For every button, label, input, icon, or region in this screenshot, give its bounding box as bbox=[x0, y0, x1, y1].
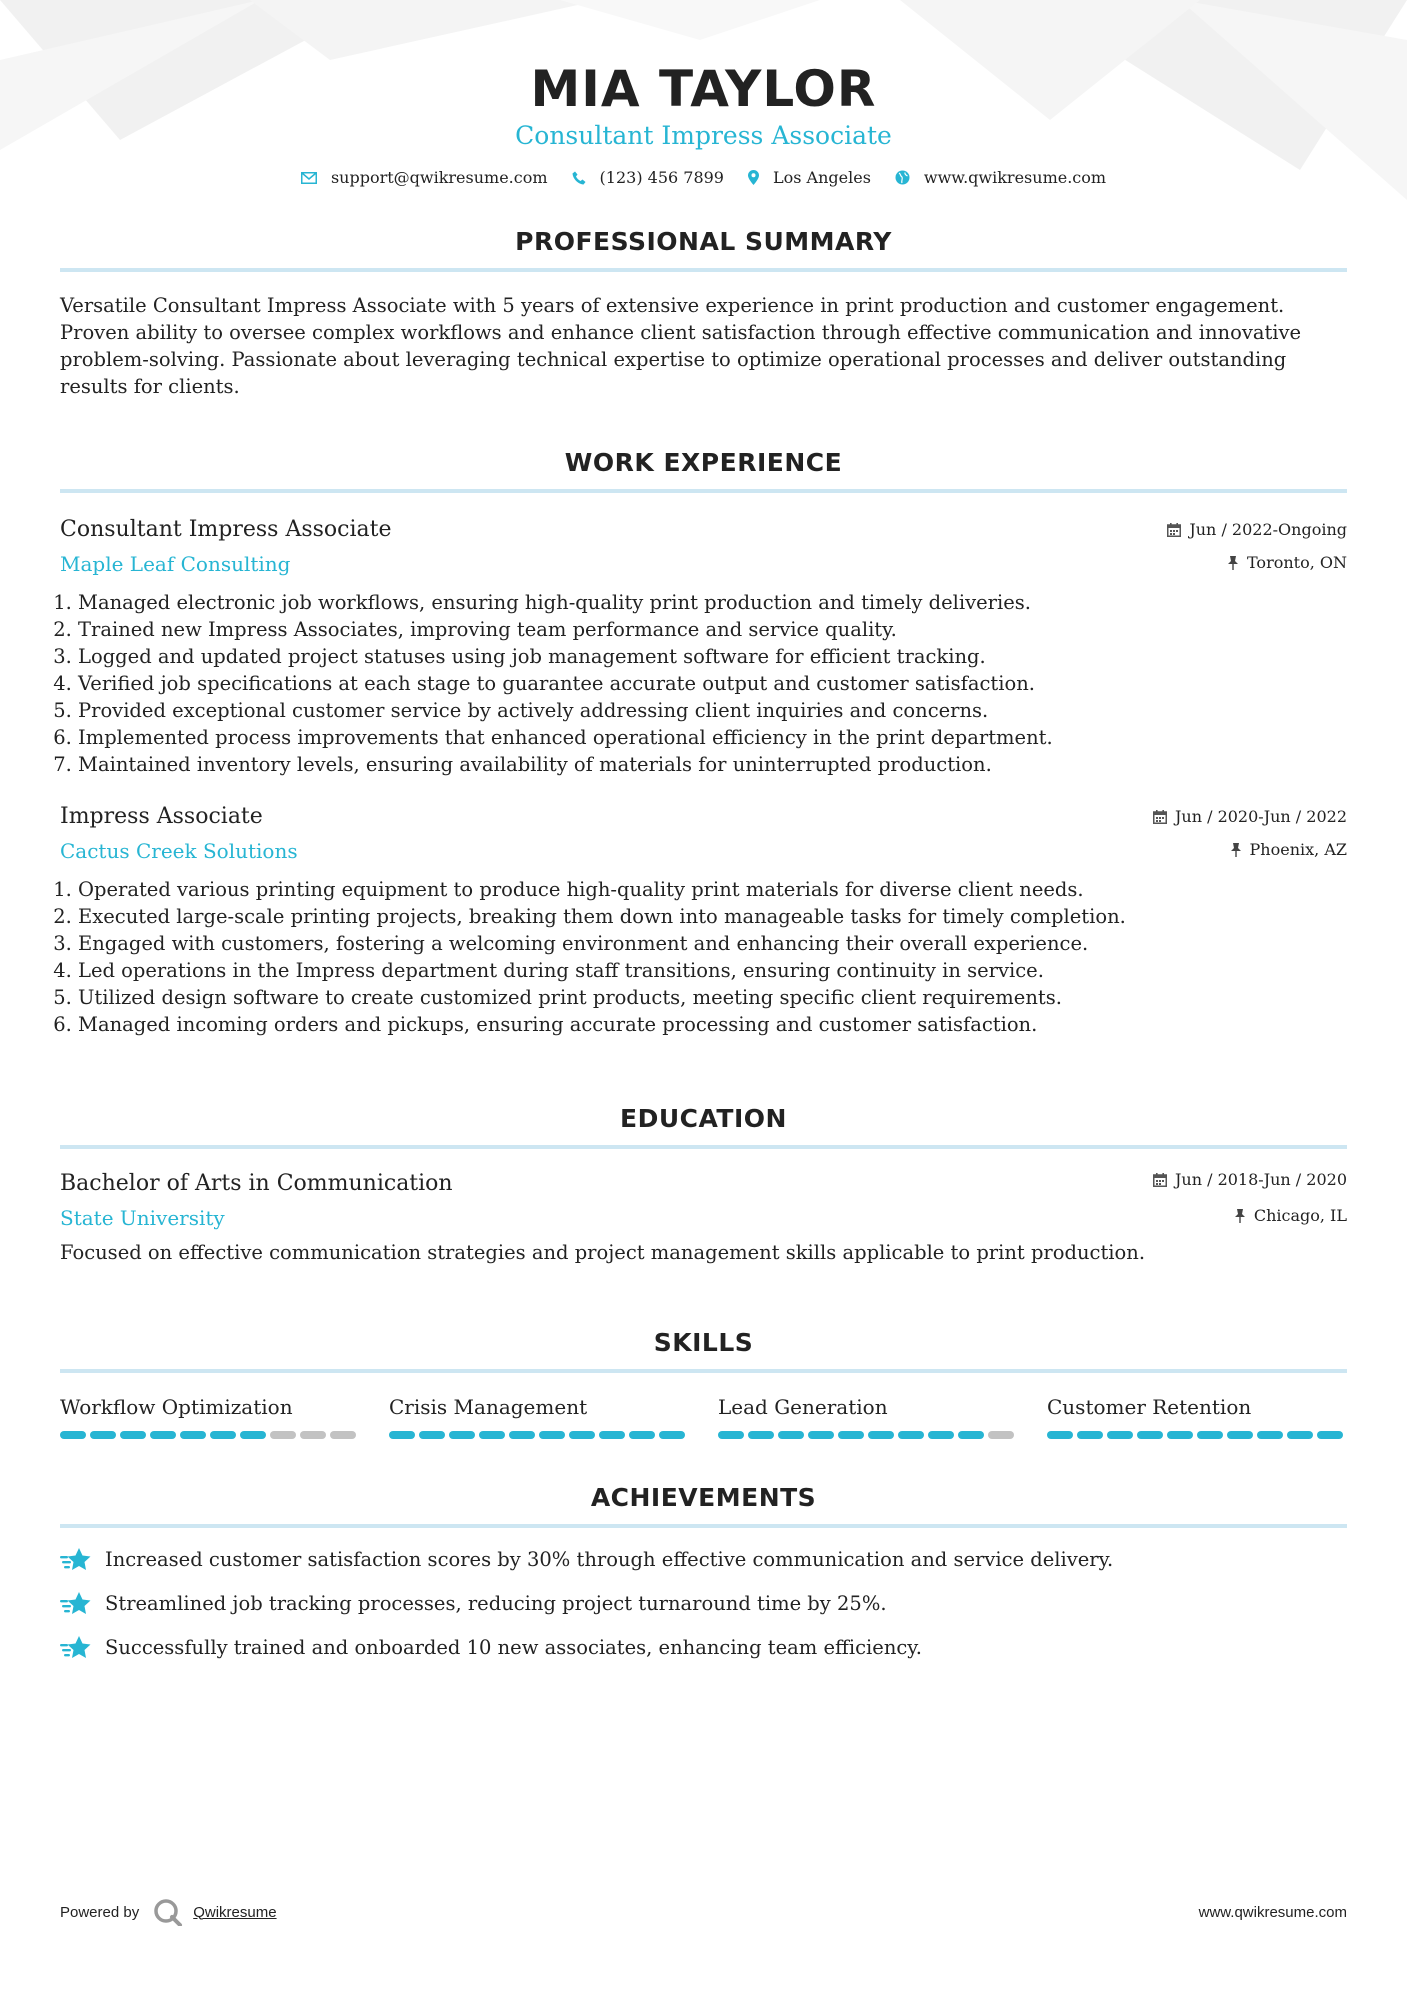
skill-name: Crisis Management bbox=[389, 1395, 588, 1419]
skill-level-segment bbox=[120, 1431, 146, 1439]
job-dates: Jun / 2020-Jun / 2022 bbox=[1174, 807, 1347, 826]
summary-heading: PROFESSIONAL SUMMARY bbox=[60, 227, 1347, 272]
calendar-icon bbox=[1167, 523, 1181, 537]
skill-level-segment bbox=[1137, 1431, 1163, 1439]
website-text: www.qwikresume.com bbox=[923, 168, 1107, 187]
skill-item bbox=[1047, 1393, 1347, 1439]
skill-level-segment bbox=[1047, 1431, 1073, 1439]
phone-text: (123) 456 7899 bbox=[599, 168, 724, 187]
candidate-title: Consultant Impress Associate bbox=[515, 121, 892, 150]
skill-level-bar bbox=[1047, 1431, 1347, 1439]
map-pin-icon bbox=[748, 170, 759, 185]
skill-level-segment bbox=[898, 1431, 924, 1439]
skill-level-segment bbox=[1077, 1431, 1103, 1439]
skill-level-segment bbox=[479, 1431, 505, 1439]
skill-level-segment bbox=[1197, 1431, 1223, 1439]
skill-level-segment bbox=[270, 1431, 296, 1439]
location-text: Los Angeles bbox=[772, 168, 871, 187]
skill-level-segment bbox=[389, 1431, 415, 1439]
list-item: 1. Operated various printing equipment to produce high-quality print materials for diverse client needs. bbox=[78, 876, 1347, 903]
contact-location bbox=[748, 168, 871, 187]
phone-icon bbox=[572, 171, 586, 185]
skill-level-segment bbox=[60, 1431, 86, 1439]
pushpin-icon bbox=[1227, 556, 1239, 570]
skill-level-segment bbox=[569, 1431, 595, 1439]
skill-level-segment bbox=[838, 1431, 864, 1439]
achievements-heading: ACHIEVEMENTS bbox=[60, 1483, 1347, 1528]
achievement-item bbox=[60, 1590, 1347, 1617]
job-bullets bbox=[60, 876, 1347, 1038]
skill-level-segment bbox=[1167, 1431, 1193, 1439]
page-footer bbox=[60, 1898, 1347, 1926]
skills-heading: SKILLS bbox=[60, 1328, 1347, 1373]
list-item: 5. Utilized design software to create customized print products, meeting specific client requirements. bbox=[78, 984, 1347, 1011]
skill-level-segment bbox=[778, 1431, 804, 1439]
job-company: Maple Leaf Consulting bbox=[60, 552, 291, 576]
education-heading: EDUCATION bbox=[60, 1104, 1347, 1149]
experience-heading: WORK EXPERIENCE bbox=[60, 448, 1347, 493]
skill-name: Lead Generation bbox=[718, 1395, 888, 1419]
qwikresume-logo-icon bbox=[153, 1898, 183, 1926]
education-location: Chicago, IL bbox=[1253, 1206, 1347, 1225]
skill-level-segment bbox=[748, 1431, 774, 1439]
pushpin-icon bbox=[1234, 1209, 1246, 1223]
contact-website[interactable] bbox=[895, 168, 1106, 187]
achievements-section bbox=[60, 1483, 1347, 1661]
envelope-icon bbox=[301, 172, 317, 184]
skill-level-segment bbox=[599, 1431, 625, 1439]
calendar-icon bbox=[1153, 810, 1167, 824]
education-entry bbox=[60, 1169, 1347, 1266]
job-entry bbox=[60, 515, 1347, 778]
skill-level-segment bbox=[629, 1431, 655, 1439]
list-item: 1. Managed electronic job workflows, ensuring high-quality print production and timely deliveries. bbox=[78, 589, 1347, 616]
skill-level-segment bbox=[659, 1431, 685, 1439]
shooting-star-icon bbox=[60, 1591, 93, 1617]
list-item: 6. Implemented process improvements that enhanced operational efficiency in the print department. bbox=[78, 724, 1347, 751]
skill-level-segment bbox=[718, 1431, 744, 1439]
skill-level-segment bbox=[1107, 1431, 1133, 1439]
job-bullets bbox=[60, 589, 1347, 778]
resume-header bbox=[60, 0, 1347, 187]
skill-level-bar bbox=[718, 1431, 1018, 1439]
skill-level-segment bbox=[180, 1431, 206, 1439]
skill-level-bar bbox=[60, 1431, 360, 1439]
contact-phone[interactable] bbox=[572, 168, 724, 187]
skill-level-segment bbox=[240, 1431, 266, 1439]
candidate-name: MIA TAYLOR bbox=[530, 60, 877, 118]
job-company: Cactus Creek Solutions bbox=[60, 839, 298, 863]
list-item: 3. Logged and updated project statuses using job management software for efficient tracking. bbox=[78, 643, 1347, 670]
skill-level-bar bbox=[389, 1431, 689, 1439]
calendar-icon bbox=[1153, 1173, 1167, 1187]
skill-level-segment bbox=[868, 1431, 894, 1439]
skill-level-segment bbox=[509, 1431, 535, 1439]
skill-level-segment bbox=[988, 1431, 1014, 1439]
skill-name: Workflow Optimization bbox=[60, 1395, 293, 1419]
skill-level-segment bbox=[90, 1431, 116, 1439]
experience-section bbox=[60, 448, 1347, 1038]
skill-item bbox=[718, 1393, 1018, 1439]
skill-level-segment bbox=[150, 1431, 176, 1439]
education-dates: Jun / 2018-Jun / 2020 bbox=[1174, 1170, 1347, 1189]
skill-level-segment bbox=[419, 1431, 445, 1439]
summary-text: Versatile Consultant Impress Associate with 5 years of extensive experience in print production and customer engagement. Proven ability to oversee complex workflows and enhance client satisfaction through effective communication and innovative problem-solving. Passionate about leveraging technical expertise to optimize operational processes and deliver outstanding results for clients. bbox=[60, 294, 1302, 398]
achievement-item bbox=[60, 1634, 1347, 1661]
contact-bar bbox=[60, 168, 1347, 187]
skill-level-segment bbox=[958, 1431, 984, 1439]
skill-name: Customer Retention bbox=[1047, 1395, 1252, 1419]
job-location: Toronto, ON bbox=[1247, 553, 1347, 572]
skill-level-segment bbox=[539, 1431, 565, 1439]
skill-item bbox=[389, 1393, 689, 1439]
list-item: 7. Maintained inventory levels, ensuring availability of materials for uninterrupted production. bbox=[78, 751, 1347, 778]
job-title: Impress Associate bbox=[60, 804, 263, 829]
skill-level-segment bbox=[300, 1431, 326, 1439]
shooting-star-icon bbox=[60, 1635, 93, 1661]
skill-level-segment bbox=[1257, 1431, 1283, 1439]
school-name: State University bbox=[60, 1206, 225, 1230]
skill-level-segment bbox=[928, 1431, 954, 1439]
degree-title: Bachelor of Arts in Communication bbox=[60, 1171, 453, 1196]
list-item: 2. Executed large-scale printing projects, breaking them down into manageable tasks for timely completion. bbox=[78, 903, 1347, 930]
job-dates: Jun / 2022-Ongoing bbox=[1189, 520, 1347, 539]
qwikresume-link[interactable]: Qwikresume bbox=[193, 1903, 277, 1921]
list-item: 6. Managed incoming orders and pickups, ensuring accurate processing and customer satisfaction. bbox=[78, 1011, 1347, 1038]
summary-section bbox=[60, 227, 1347, 400]
job-title: Consultant Impress Associate bbox=[60, 517, 392, 542]
education-section bbox=[60, 1104, 1347, 1266]
achievement-item bbox=[60, 1546, 1347, 1573]
skills-section bbox=[60, 1328, 1347, 1439]
skill-level-segment bbox=[808, 1431, 834, 1439]
shooting-star-icon bbox=[60, 1547, 93, 1573]
skill-level-segment bbox=[1287, 1431, 1313, 1439]
contact-email[interactable] bbox=[301, 168, 548, 187]
list-item: 4. Verified job specifications at each stage to guarantee accurate output and customer satisfaction. bbox=[78, 670, 1347, 697]
email-text: support@qwikresume.com bbox=[330, 168, 548, 187]
skill-level-segment bbox=[1317, 1431, 1343, 1439]
pushpin-icon bbox=[1230, 843, 1242, 857]
skill-level-segment bbox=[330, 1431, 356, 1439]
list-item: 4. Led operations in the Impress department during staff transitions, ensuring continuity in service. bbox=[78, 957, 1347, 984]
job-location: Phoenix, AZ bbox=[1249, 840, 1347, 859]
achievement-text: Streamlined job tracking processes, reducing project turnaround time by 25%. bbox=[105, 1592, 887, 1615]
list-item: 5. Provided exceptional customer service by actively addressing client inquiries and concerns. bbox=[78, 697, 1347, 724]
job-entry bbox=[60, 802, 1347, 1038]
skill-item bbox=[60, 1393, 360, 1439]
skill-level-segment bbox=[210, 1431, 236, 1439]
powered-by bbox=[60, 1898, 277, 1926]
skill-level-segment bbox=[449, 1431, 475, 1439]
achievement-text: Increased customer satisfaction scores by 30% through effective communication and service delivery. bbox=[105, 1548, 1114, 1571]
globe-icon bbox=[895, 170, 910, 185]
achievement-text: Successfully trained and onboarded 10 new associates, enhancing team efficiency. bbox=[105, 1636, 922, 1659]
skill-level-segment bbox=[1227, 1431, 1253, 1439]
list-item: 2. Trained new Impress Associates, improving team performance and service quality. bbox=[78, 616, 1347, 643]
footer-website[interactable]: www.qwikresume.com bbox=[1198, 1903, 1347, 1921]
powered-label: Powered by bbox=[60, 1903, 140, 1921]
education-description: Focused on effective communication strategies and project management skills applicable to print production. bbox=[60, 1241, 1146, 1264]
list-item: 3. Engaged with customers, fostering a welcoming environment and enhancing their overall experience. bbox=[78, 930, 1347, 957]
